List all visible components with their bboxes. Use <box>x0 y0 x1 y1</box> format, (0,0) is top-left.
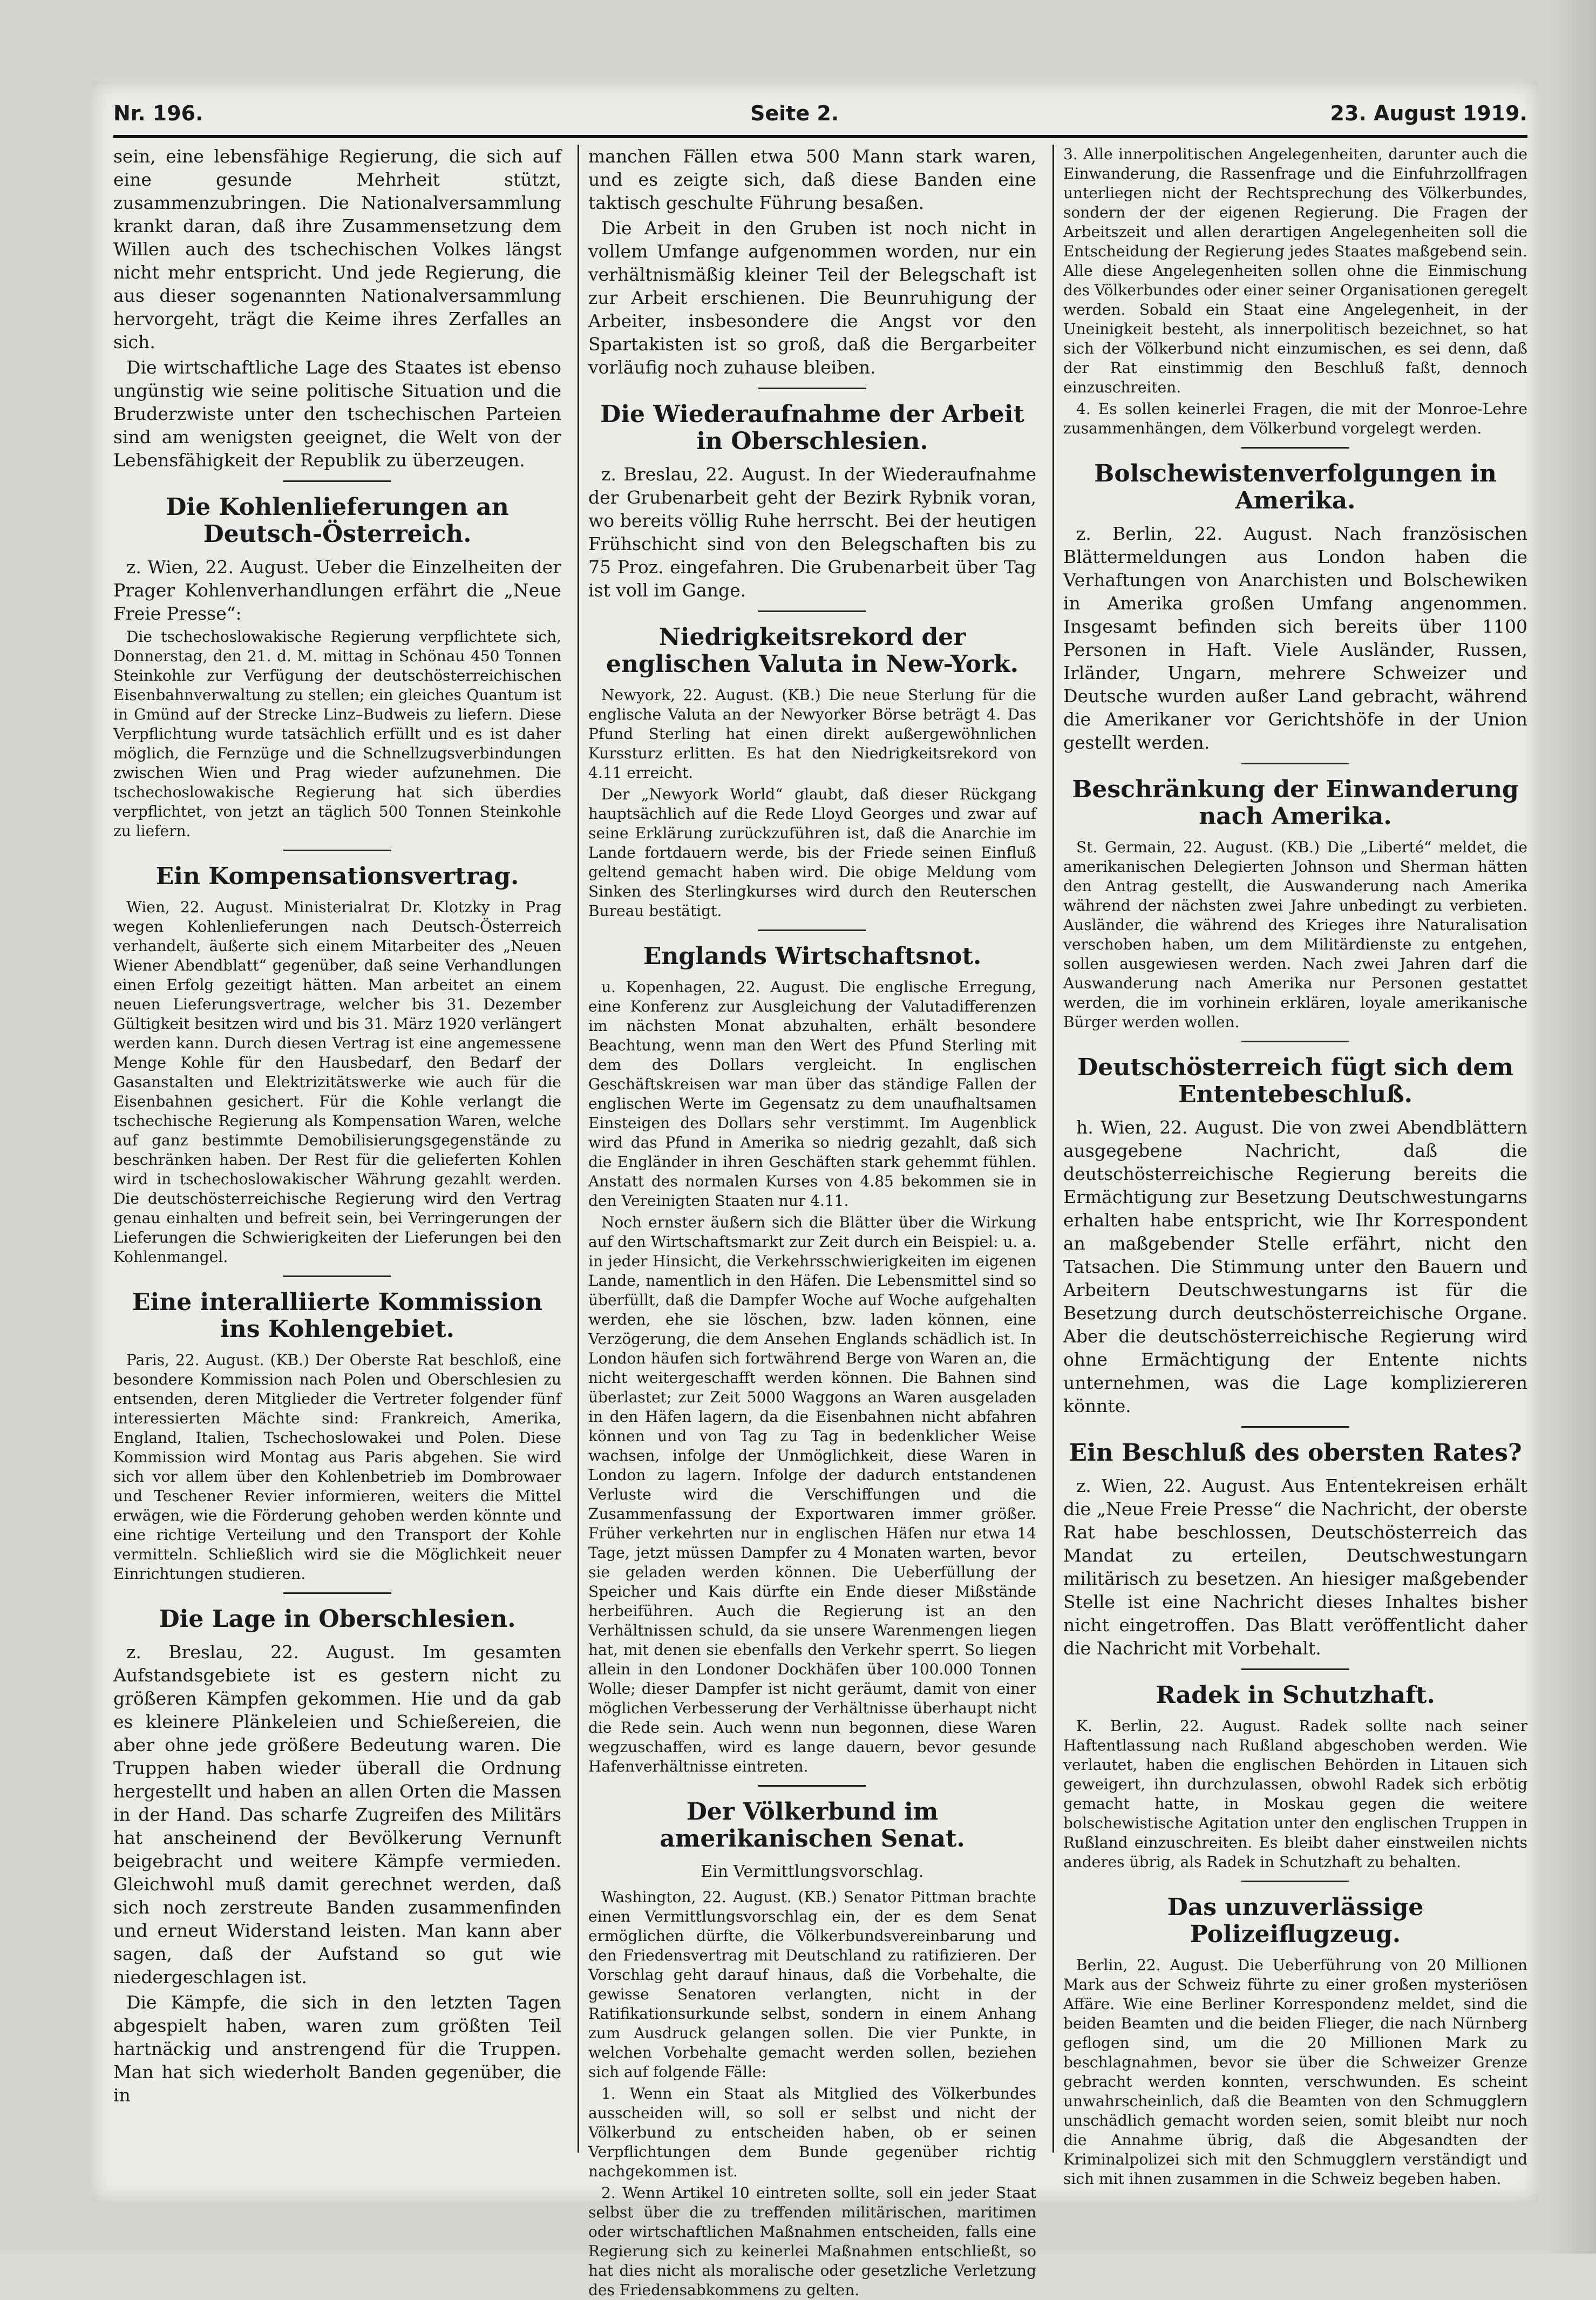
paragraph: K. Berlin, 22. August. Radek sollte nach seiner Haftentlassung nach Rußland abgeschoben werden. Wie verlautet, haben die englischen Behörden in Litauen sich geweigert, ihn durchzulassen, obwohl Radek sich erbötig gemacht hatte, in Moskau gegen die weitere bolschewistische Agitation unter den englischen Truppen in Rußland einzuschreiten. Es bleibt daher einstweilen nichts anderes übrig, als Radek in Schutzhaft zu behalten. <box>1063 1717 1527 1871</box>
paragraph: z. Breslau, 22. August. Im gesamten Aufstandsgebiete ist es gestern nicht zu größeren Kämpfen gekommen. Hie und da gab es kleinere Plänkeleien und Schießereien, die aber ohne jede größere Bedeutung waren. Die Truppen haben wieder überall die Ordnung hergestellt und haben an allen Orten die Massen in der Hand. Das scharfe Zugreifen des Militärs hat anscheinend der Bevölkerung Vernunft beigebracht und weitere Kämpfe vermieden. Gleichwohl muß damit gerechnet werden, daß sich noch zerstreute Banden zusammenfinden und erneut Widerstand leisten. Man kann aber sagen, daß der Aufstand so gut wie niedergeschlagen ist. <box>113 1641 561 1987</box>
paragraph: 1. Wenn ein Staat als Mitglied des Völkerbundes ausscheiden will, so soll er selbst und nicht der Völkerbund zu entscheiden haben, ob er seinen Verpflichtungen dem Bunde gegenüber richtig nachgekommen ist. <box>588 2085 1036 2180</box>
paragraph: 2. Wenn Artikel 10 eintreten sollte, soll ein jeder Staat selbst über die zu treffenden militärischen, maritimen oder wirtschaftlichen Maßnahmen entscheiden, falls eine Regierung sich zu keinerlei Maßnahmen entschließt, so hat dies nicht als moralische oder gesetzliche Verletzung des Friedensabkommens zu gelten. <box>588 2184 1036 2299</box>
column-divider <box>1052 145 1054 2153</box>
headline: Die Lage in Oberschlesien. <box>159 1605 516 1633</box>
headline: Ein Beschluß des obersten Rates? <box>1069 1439 1522 1467</box>
paragraph: z. Breslau, 22. August. In der Wiederaufnahme der Grubenarbeit geht der Bezirk Rybnik voran, wo bereits völlig Ruhe herrscht. Bei der heutigen Frühschicht sind von den Belegschaften bis zu 75 Proz. eingefahren. Die Grubenarbeit über Tag ist voll im Gange. <box>588 464 1036 601</box>
section-rule <box>283 1275 391 1277</box>
headline: Radek in Schutzhaft. <box>1156 1681 1435 1709</box>
paragraph: manchen Fällen etwa 500 Mann stark waren, und es zeigte sich, daß diese Banden eine taktisch geschulte Führung besaßen. <box>588 146 1036 213</box>
paragraph: Paris, 22. August. (KB.) Der Oberste Rat beschloß, eine besondere Kommission nach Polen und Oberschlesien zu entsenden, deren Mitglieder die Vertreter folgender fünf interessierten Mächte sind: Frankreich, Amerika, England, Italien, Tschechoslowakei und Polen. Diese Kommission wird Montag aus Paris abgehen. Sie wird sich vor allem über den Kohlenbetrieb im Dombrowaer und Teschener Revier informieren, weiters die Mittel erwägen, wie die Förderung gehoben werden könnte und eine richtige Verteilung und den Transport der Kohle vermitteln. Schließlich wird sie die Möglichkeit neuer Einrichtungen studieren. <box>113 1351 561 1583</box>
column-divider <box>578 145 579 2153</box>
section-rule <box>1241 447 1349 449</box>
paragraph: Die wirtschaftliche Lage des Staates ist ebenso ungünstig wie seine politische Situation und die Bruderzwiste unter den tschechischen Parteien sind am wenigsten geeignet, die Welt von der Lebensfähigkeit der Republik zu überzeugen. <box>113 357 561 471</box>
headline: Ein Kompensationsvertrag. <box>155 863 519 890</box>
headline: Beschränkung der Einwanderung nach Amerika. <box>1072 776 1519 830</box>
page-header <box>113 97 1527 138</box>
paragraph: Die tschechoslowakische Regierung verpflichtete sich, Donnerstag, den 21. d. M. mittag in Schönau 450 Tonnen Steinkohle zur Verfügung der deutschösterreichischen Eisenbahnverwaltung zu stellen; ein gleiches Quantum ist in Gmünd auf der Strecke Linz–Budweis zu liefern. Diese Verpflichtung wurde tatsächlich erfüllt und es ist daher möglich, die Fernzüge und die Schnellzugsverbindungen zwischen Wien und Prag wieder aufzunehmen. Die tschechoslowakische Regierung hat sich überdies verpflichtet, von jetzt an täglich 500 Tonnen Steinkohle zu liefern. <box>113 628 561 840</box>
paragraph: Wien, 22. August. Ministerialrat Dr. Klotzky in Prag wegen Kohlenlieferungen nach Deutsch-Österreich verhandelt, äußerte sich einem Mitarbeiter des „Neuen Wiener Abendblatt“ gegenüber, daß seine Verhandlungen einen Erfolg gezeitigt hätten. Man arbeitet an einem neuen Lieferungsvertrage, welcher bis 31. Dezember Gültigkeit besitzen wird und bis 31. März 1920 verlängert werden kann. Durch diesen Vertrag ist eine angemessene Menge Kohle für den Hausbedarf, den Bedarf der Gasanstalten und Elektrizitätswerke wie auch für die Eisenbahnen gesichert. Für die Kohle verlangt die tschechische Regierung als Kompensation Waren, welche auf ganz bestimmte Demobilisierungsgegenstände zu beschränken haben. Der Rest für die gelieferten Kohlen wird in tschechoslowakischer Währung gezahlt werden. Die deutschösterreichische Regierung wird den Vertrag genau einhalten und befreit sein, bei Verringerungen der Lieferungen die Schwierigkeiten der Lieferungen bei den Kohlenmangel. <box>113 898 561 1266</box>
paragraph: Newyork, 22. August. (KB.) Die neue Sterlung für die englische Valuta an der Newyorker Börse beträgt 4. Das Pfund Sterling hat einen direkt außergewöhnlichen Kurssturz erlitten. Es hat den Niedrigkeitsrekord von 4.11 erreicht. <box>588 686 1036 782</box>
paragraph: 4. Es sollen keinerlei Fragen, die mit der Monroe-Lehre zusammenhängen, dem Völkerbund vorgelegt werden. <box>1063 400 1527 437</box>
section-rule <box>283 850 391 851</box>
column-3 <box>1063 145 1527 2188</box>
section-rule <box>758 388 866 389</box>
paragraph: z. Berlin, 22. August. Nach französischen Blättermeldungen aus London haben die Verhaftungen von Anarchisten und Bolschewiken in Amerika großen Umfang angenommen. Insgesamt befinden sich bereits über 1100 Personen in Haft. Viele Ausländer, Russen, Irländer, Ungarn, mehrere Schweizer und Deutsche wurden außer Land gebracht, während die Amerikaner vor Gerichtshöfe in der Union gestellt werden. <box>1063 523 1527 753</box>
section-rule <box>283 1592 391 1594</box>
paragraph: z. Wien, 22. August. Ueber die Einzelheiten der Prager Kohlenverhandlungen erfährt die „Neue Freie Presse“: <box>113 557 561 624</box>
headline: Das unzuverlässige Polizeiflugzeug. <box>1167 1894 1424 1948</box>
paragraph: sein, eine lebensfähige Regierung, die sich auf eine gesunde Mehrheit stützt, zusammenzubringen. Die Nationalversammlung krankt daran, daß ihre Zusammensetzung dem Willen auch des tschechischen Volkes längst nicht mehr entspricht. Und jede Regierung, die aus dieser sogenannten Nationalversammlung hervorgeht, trägt die Keime ihres Zerfalles an sich. <box>113 146 561 352</box>
headline: Bolschewistenverfolgungen in Amerika. <box>1094 460 1497 514</box>
page-number: Seite 2. <box>750 101 839 125</box>
column-2 <box>588 145 1036 2299</box>
paragraph: Die Kämpfe, die sich in den letzten Tagen abgespielt haben, waren zum größten Teil hartnäckig und anstrengend für die Truppen. Man hat sich wiederholt Banden gegenüber, die in <box>113 1992 561 2106</box>
headline: Die Wiederaufnahme der Arbeit in Oberschlesien. <box>600 401 1024 455</box>
issue-number: Nr. 196. <box>113 101 203 125</box>
paragraph: z. Wien, 22. August. Aus Ententekreisen erhält die „Neue Freie Presse“ die Nachricht, der oberste Rat habe beschlossen, Deutschösterreich das Mandat zu erteilen, Deutschwestungarn militärisch zu besetzen. An hiesiger maßgebender Stelle ist eine Nachricht dieses Inhaltes bisher nicht eingetroffen. Das Blatt veröffentlicht daher die Nachricht mit Vorbehalt. <box>1063 1475 1527 1659</box>
subheadline: Ein Vermittlungsvorschlag. <box>701 1862 924 1881</box>
paragraph: Die Arbeit in den Gruben ist noch nicht in vollem Umfange aufgenommen worden, nur ein verhältnismäßig kleiner Teil der Belegschaft ist zur Arbeit erschienen. Die Beunruhigung der Arbeiter, insbesondere die Angst vor den Spartakisten ist so groß, daß die Bergarbeiter vorläufig noch zuhause bleiben. <box>588 218 1036 378</box>
section-rule <box>758 610 866 612</box>
paragraph: Berlin, 22. August. Die Ueberführung von 20 Millionen Mark aus der Schweiz führte zu einer großen mysteriösen Affäre. Wie eine Berliner Korrespondenz meldet, sind die beiden Beamten und die beiden Flieger, die nach Nürnberg geflogen sind, um die 20 Millionen Mark zu beschlagnahmen, bevor sie über die Schweizer Grenze gebracht werden konnten, verschwunden. Es scheint unwahrscheinlich, daß die Beamten von den Schmugglern unschädlich gemacht worden seien, somit bleibt nur noch die Annahme übrig, daß die Abgesandten der Kriminalpolizei sich mit den Schmugglern verständigt und sich mit ihnen zusammen in die Schweiz begeben haben. <box>1063 1956 1527 2188</box>
paragraph: Washington, 22. August. (KB.) Senator Pittman brachte einen Vermittlungsvorschlag ein, der es dem Senat ermöglichen dürfte, die Völkerbundsvereinbarung und den Friedensvertrag mit Deutschland zu ratifizieren. Der Vorschlag geht darauf hinaus, daß die Vorbehalte, die gewisse Senatoren verlangten, nicht in der Ratifikationsurkunde selbst, sondern in einem Anhang zum Ausdruck gelangen sollen. Die vier Punkte, in welchen Vorbehalte gemacht werden sollen, beziehen sich auf folgende Fälle: <box>588 1888 1036 2081</box>
headline: Eine interalliierte Kommission ins Kohlengebiet. <box>132 1288 542 1343</box>
section-rule <box>1241 1668 1349 1670</box>
headline: Die Kohlenlieferungen an Deutsch-Österreich. <box>166 493 509 548</box>
headline: Niedrigkeitsrekord der englischen Valuta in New-York. <box>606 623 1018 678</box>
paragraph: Noch ernster äußern sich die Blätter über die Wirkung auf den Wirtschaftsmarkt zur Zeit durch ein Beispiel: u. a. in jeder Hinsicht, die Verkehrsschwierigkeiten im eigenen Lande, namentlich in den Häfen. Die Lebensmittel sind so überfüllt, daß die Dampfer Woche auf Woche aufgehalten werden, ehe sie löschen, bzw. laden können, eine Verzögerung, die dem Ansehen Englands schädlich ist. In London häufen sich fortwährend Berge von Waren an, die nicht weitergeschafft werden können. Die Bahnen sind überlastet; zur Zeit 5000 Waggons an Waren ausgeladen in den Häfen lagern, da die Eisenbahnen nicht abfahren können und von Tag zu Tag in bedenklicher Weise wachsen, infolge der Unmöglichkeit, diese Waren in London zu lagern. Infolge der dadurch entstandenen Verluste wird die Verschiffungen und die Zusammenfassung der Exportwaren immer größer. Früher verkehrten nur in englischen Häfen nur etwa 14 Tage, jetzt müssen Dampfer zu 4 Monaten warten, bevor sie geladen werden können. Die Ueberfüllung der Speicher und Kais dürfte ein Ende dieser Mißstände herbeiführen. Auch die Regierung ist an den Verhältnissen schuld, da sie unsere Warenmengen liegen hat, mit denen sie ebenfalls den Verkehr sperrt. So liegen allein in den Londoner Dockhäfen über 100.000 Tonnen Wolle; dieser Dampfer ist nicht geräumt, damit von einer möglichen Verbesserung der Verhältnisse überhaupt nicht die Rede sein. Auch wenn nun begonnen, diese Waren wegzuschaffen, wird es lange dauern, bevor gesunde Hafenverhältnisse eintreten. <box>588 1213 1036 1775</box>
headline: Der Völkerbund im amerikanischen Senat. <box>660 1798 965 1853</box>
issue-date: 23. August 1919. <box>1330 101 1527 125</box>
paragraph: 3. Alle innerpolitischen Angelegenheiten, darunter auch die Einwanderung, die Rassenfrage und die Einfuhrzollfragen unterliegen nicht der Rechtsprechung des Völkerbundes, sondern der der eigenen Regierung. Die Fragen der Arbeitszeit und allen derartigen Angelegenheiten soll die Entscheidung der Regierung jedes Staates maßgebend sein. Alle diese Angelegenheiten sollen ohne die Einmischung des Völkerbundes oder einer seiner Organisationen geregelt werden. Sobald ein Staat eine Angelegenheit, in der Uneinigkeit besteht, als innerpolitisch bezeichnet, so hat sich der Völkerbund nicht einzumischen, es sei denn, daß der Rat einstimmig den Beschluß faßt, dennoch einzuschreiten. <box>1063 145 1527 396</box>
paragraph: u. Kopenhagen, 22. August. Die englische Erregung, eine Konferenz zur Ausgleichung der Valutadifferenzen im nächsten Monat abzuhalten, erhält besondere Beachtung, wenn man den Wert des Pfund Sterling mit dem des Dollars vergleicht. In englischen Geschäftskreisen war man über das ständige Fallen der englischen Werte im Gegensatz zu dem unaufhaltsamen Einsteigen des Dollars sehr verstimmt. Im Augenblick wird das Pfund in Amerika so niedrig gezahlt, daß sich die Engländer in ihren Geschäften stark gehemmt fühlen. Anstatt des normalen Kurses von 4.85 bekommen sie in den Vereinigten Staaten nur 4.11. <box>588 978 1036 1210</box>
headline: Englands Wirtschaftsnot. <box>643 942 982 970</box>
section-rule <box>1241 1041 1349 1042</box>
paragraph: Der „Newyork World“ glaubt, daß dieser Rückgang hauptsächlich auf die Rede Lloyd Georges und zwar auf seine Erklärung zurückzuführen ist, daß die Anarchie im Lande fortdauern werde, bis der Friede seinen Einfluß geltend gemacht haben wird. Die obige Meldung vom Sinken des Sterlingkurses wird durch den Reuterschen Bureau bestätigt. <box>588 785 1036 920</box>
headline: Deutschösterreich fügt sich dem Ententebeschluß. <box>1077 1054 1513 1108</box>
section-rule <box>758 930 866 931</box>
section-rule <box>1241 763 1349 764</box>
section-rule <box>1241 1426 1349 1428</box>
section-rule <box>1241 1881 1349 1882</box>
section-rule <box>283 480 391 482</box>
column-1 <box>113 145 561 2153</box>
paragraph: St. Germain, 22. August. (KB.) Die „Liberté“ meldet, die amerikanischen Delegierten Johnson und Sherman hätten den Antrag gestellt, die Auswanderung nach Amerika während der nächsten zwei Jahre unbedingt zu verbieten. Ausländer, die während des Krieges ihre Naturalisation verschoben haben, um dem Militärdienste zu entgehen, sollen ausgewiesen werden. Nach zwei Jahren darf die Auswanderung nach Amerika nur Personen gestattet werden, die im vorhinein erklären, loyale amerikanische Bürger werden wollen. <box>1063 838 1527 1031</box>
scan-edge <box>1547 0 1596 2254</box>
paragraph: h. Wien, 22. August. Die von zwei Abendblättern ausgegebene Nachricht, daß die deutschösterreichische Regierung bereits die Ermächtigung zur Besetzung Deutschwestungarns erhalten habe entspricht, wie Ihr Korrespondent an maßgebender Stelle erfährt, nicht den Tatsachen. Die Stimmung unter den Bauern und Arbeitern Deutschwestungarns ist für die Besetzung durch deutschösterreichische Organe. Aber die deutschösterreichische Regierung wird ohne Ermächtigung der Entente nichts unternehmen, was die Lage kompliziereren könnte. <box>1063 1117 1527 1416</box>
section-rule <box>758 1785 866 1787</box>
